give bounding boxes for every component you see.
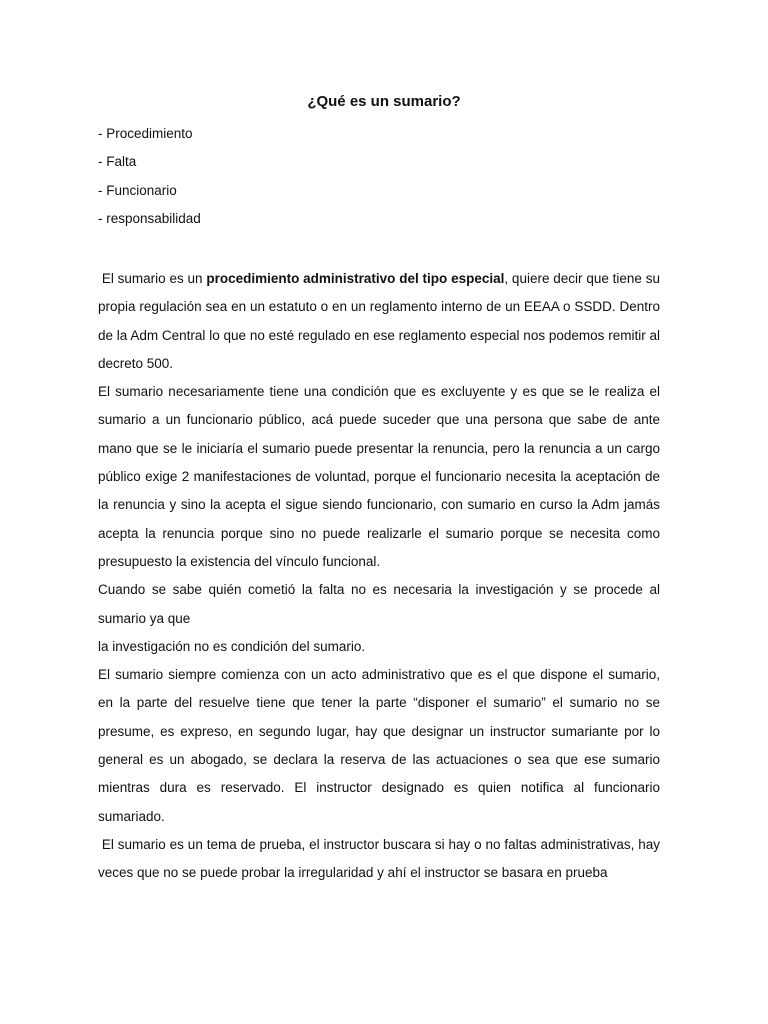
paragraph-1-emphasis: procedimiento administrativo del tipo especial	[206, 271, 505, 286]
document-title: ¿Qué es un sumario?	[307, 93, 461, 110]
paragraph-6	[98, 831, 660, 888]
keyword-list	[98, 124, 201, 237]
document-body	[98, 265, 660, 888]
list-item: - Falta	[98, 154, 137, 170]
list-item: - Funcionario	[98, 182, 177, 198]
paragraph-6-text: El sumario es un tema de prueba, el instructor buscara si hay o no faltas administrativas, hay veces que no se puede probar la irregularidad y ahí el instructor se basara en prueba	[98, 836, 660, 881]
paragraph-4: la investigación no es condición del sumario.	[98, 638, 366, 654]
paragraph-2: El sumario necesariamente tiene una condición que es excluyente y es que se le realiza el sumario a un funcionario público, acá puede suceder que una persona que sabe de ante mano que se le iniciaría el sumario puede presentar la renuncia, pero la renuncia a un cargo público exige 2 manifestaciones de voluntad, porque el funcionario necesita la aceptación de la renuncia y sino la acepta el sigue siendo funcionario, con sumario en curso la Adm jamás acepta la renuncia porque sino no puede realizarle el sumario porque se necesita como presupuesto la existencia del vínculo funcional.	[98, 384, 660, 569]
paragraph-1-rest: , quiere decir que tiene su propia regulación sea en un estatuto o en un reglamento interno de un EEAA o SSDD. Dentro de la Adm Central lo que no esté regulado en ese reglamento especial nos podemos remitir al decreto 500.	[98, 271, 660, 371]
list-item: - responsabilidad	[98, 210, 201, 226]
list-item: - Procedimiento	[98, 126, 193, 141]
paragraph-1-intro: El sumario es un	[101, 271, 207, 286]
paragraph-1	[98, 265, 660, 378]
paragraph-3: Cuando se sabe quién cometió la falta no es necesaria la investigación y se procede al sumario ya que	[98, 582, 660, 626]
paragraph-5: El sumario siempre comienza con un acto administrativo que es el que dispone el sumario, en la parte del resuelve tiene que tener la parte “disponer el sumario” el sumario no se presume, es expreso, en segundo lugar, hay que designar un instructor sumariante por lo general es un abogado, se declara la reserva de las actuaciones o sea que ese sumario mientras dura es reservado. El instructor designado es quien notifica al funcionario sumariado.	[98, 667, 660, 824]
